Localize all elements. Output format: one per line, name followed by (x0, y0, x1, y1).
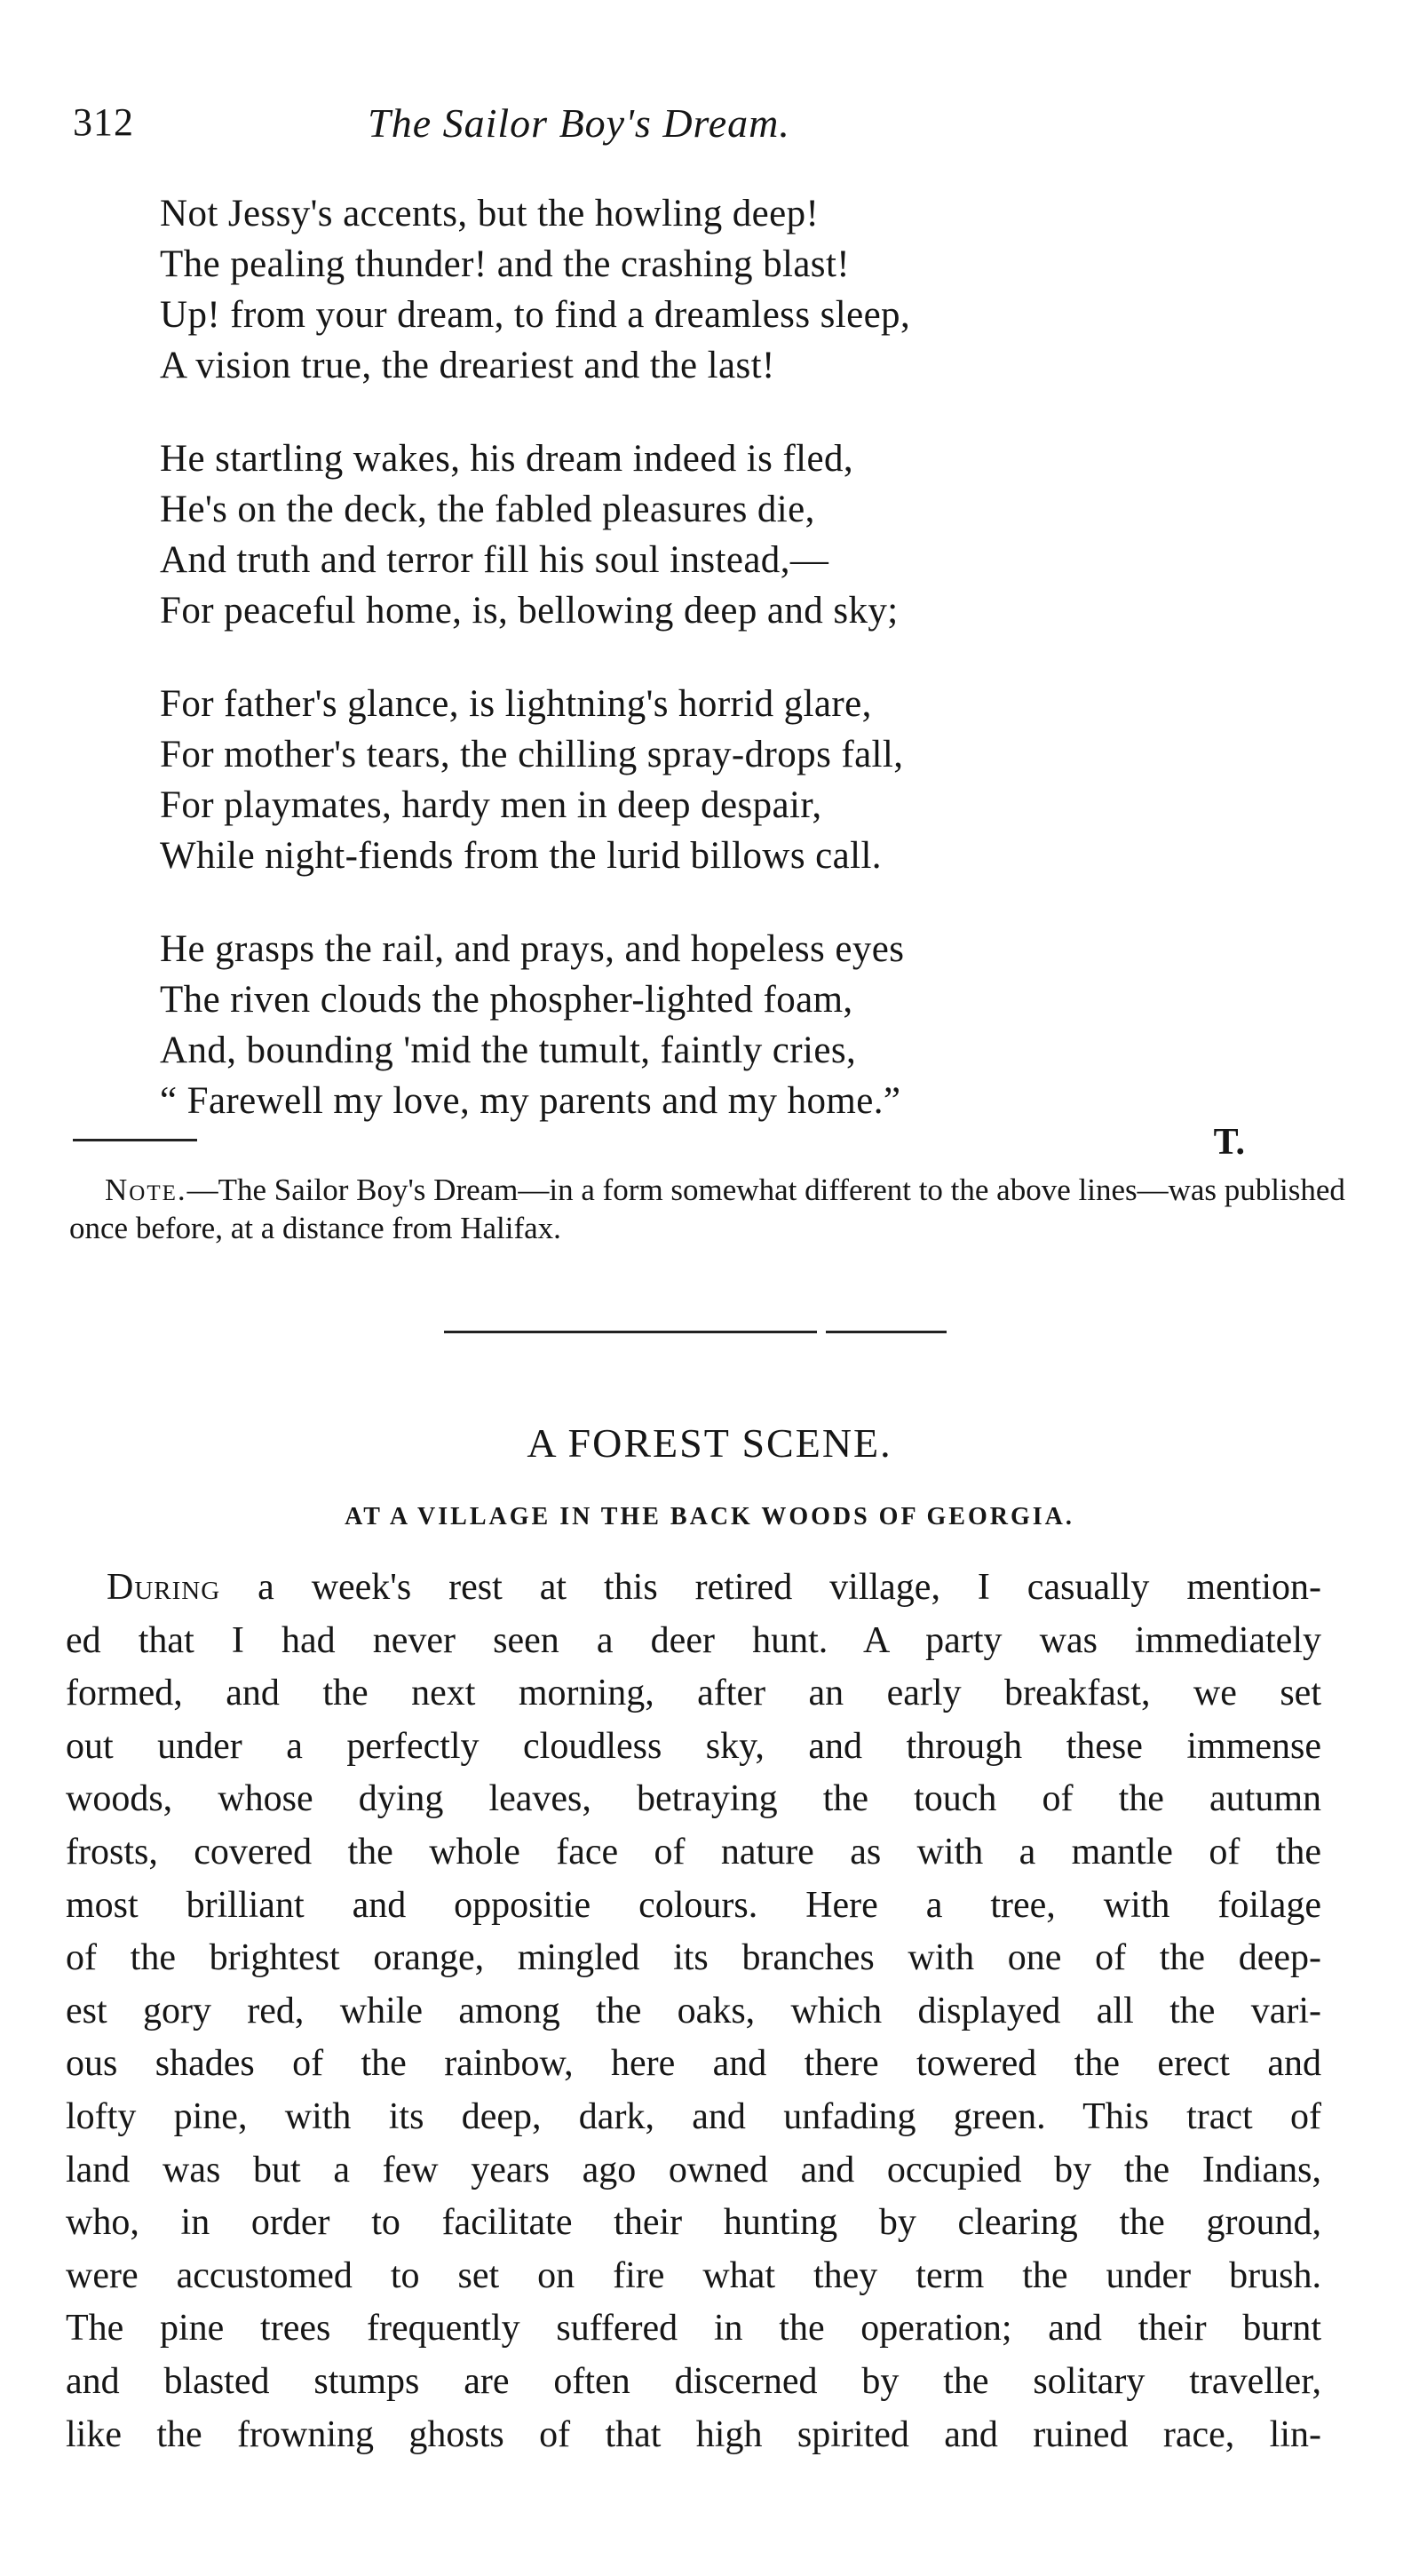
verse-line: For mother's tears, the chilling spray-drops fall, (160, 734, 904, 775)
verse-line: For father's glance, is lightning's horrid glare, (160, 683, 872, 725)
verse-line: While night-fiends from the lurid billows call. (160, 835, 882, 877)
prose-line: most brilliant and oppositie colours. Here a tree, with foilage (66, 1884, 1321, 1926)
verse-line: He grasps the rail, and prays, and hopeless eyes (160, 928, 905, 970)
prose-line: like the frowning ghosts of that high spirited and ruined race, lin- (66, 2413, 1321, 2455)
verse-line: The riven clouds the phospher-lighted foam, (160, 979, 853, 1021)
prose-line: formed, and the next morning, after an early breakfast, we set (66, 1673, 1321, 1714)
running-title: The Sailor Boy's Dream. (368, 100, 790, 146)
prose-line: lofty pine, with its deep, dark, and unfading green. This tract of (66, 2095, 1321, 2137)
prose-body (66, 1562, 1321, 2461)
poem-stanza (160, 679, 1314, 881)
footnote (69, 1171, 1348, 1247)
poem (160, 188, 1314, 1169)
first-line-text: a week's rest at this retired village, I casually mention- (220, 1567, 1321, 1608)
prose-line: out under a perfectly cloudless sky, and through these immense (66, 1725, 1321, 1767)
verse-line: Not Jessy's accents, but the howling deep! (160, 193, 820, 235)
prose-line: frosts, covered the whole face of nature as with a mantle of the (66, 1831, 1321, 1872)
section-divider (444, 1331, 947, 1333)
verse-line: He startling wakes, his dream indeed is fled, (160, 438, 854, 480)
prose-line: land was but a few years ago owned and occupied by the Indians, (66, 2149, 1321, 2190)
prose-line: ous shades of the rainbow, here and there towered the erect and (66, 2043, 1321, 2085)
page-number: 312 (73, 100, 134, 144)
prose-line: woods, whose dying leaves, betraying the touch of the autumn (66, 1778, 1321, 1820)
poem-stanza (160, 924, 1314, 1126)
prose-line: est gory red, while among the oaks, which displayed all the vari- (66, 1990, 1321, 2031)
prose-line: who, in order to facilitate their hunting by clearing the ground, (66, 2202, 1321, 2244)
signature-row (73, 1121, 1245, 1174)
prose-line: ed that I had never seen a deer hunt. A party was immediately (66, 1619, 1321, 1661)
verse-line: A vision true, the dreariest and the last! (160, 345, 775, 386)
poem-stanza (160, 433, 1314, 636)
verse-line: The pealing thunder! and the crashing blast! (160, 243, 851, 285)
prose-line: were accustomed to set on fire what they term the under brush. (66, 2254, 1321, 2296)
divider-segment (444, 1331, 817, 1333)
verse-line: For playmates, hardy men in deep despair, (160, 784, 822, 826)
section-title: A FOREST SCENE. (527, 1420, 892, 1466)
verse-line: And truth and terror fill his soul instead,— (160, 539, 829, 581)
note-label: Note. (105, 1173, 187, 1207)
verse-line: And, bounding 'mid the tumult, faintly cries, (160, 1030, 857, 1071)
verse-line: He's on the deck, the fabled pleasures die, (160, 489, 815, 530)
short-rule (73, 1139, 197, 1141)
prose-line: and blasted stumps are often discerned by the solitary traveller, (66, 2360, 1321, 2402)
verse-line: Up! from your dream, to find a dreamless sleep, (160, 294, 911, 336)
verse-line: “ Farewell my love, my parents and my home.” (160, 1080, 901, 1122)
page-header (73, 99, 1352, 162)
verse-line: For peaceful home, is, bellowing deep and sky; (160, 590, 899, 632)
section-subtitle: AT A VILLAGE IN THE BACK WOODS OF GEORGIA. (345, 1503, 1074, 1530)
prose-line (66, 1562, 1321, 1615)
prose-line: of the brightest orange, mingled its branches with one of the deep- (66, 1937, 1321, 1979)
note-text: —The Sailor Boy's Dream—in a form somewhat different to the above lines—was published once before, at a distance from Halifax. (69, 1173, 1345, 1245)
prose-line: The pine trees frequently suffered in the operation; and their burnt (66, 2308, 1321, 2349)
divider-segment (826, 1331, 947, 1333)
poem-stanza (160, 188, 1314, 391)
author-signature: T. (1213, 1122, 1245, 1163)
opening-word: During (107, 1567, 221, 1608)
